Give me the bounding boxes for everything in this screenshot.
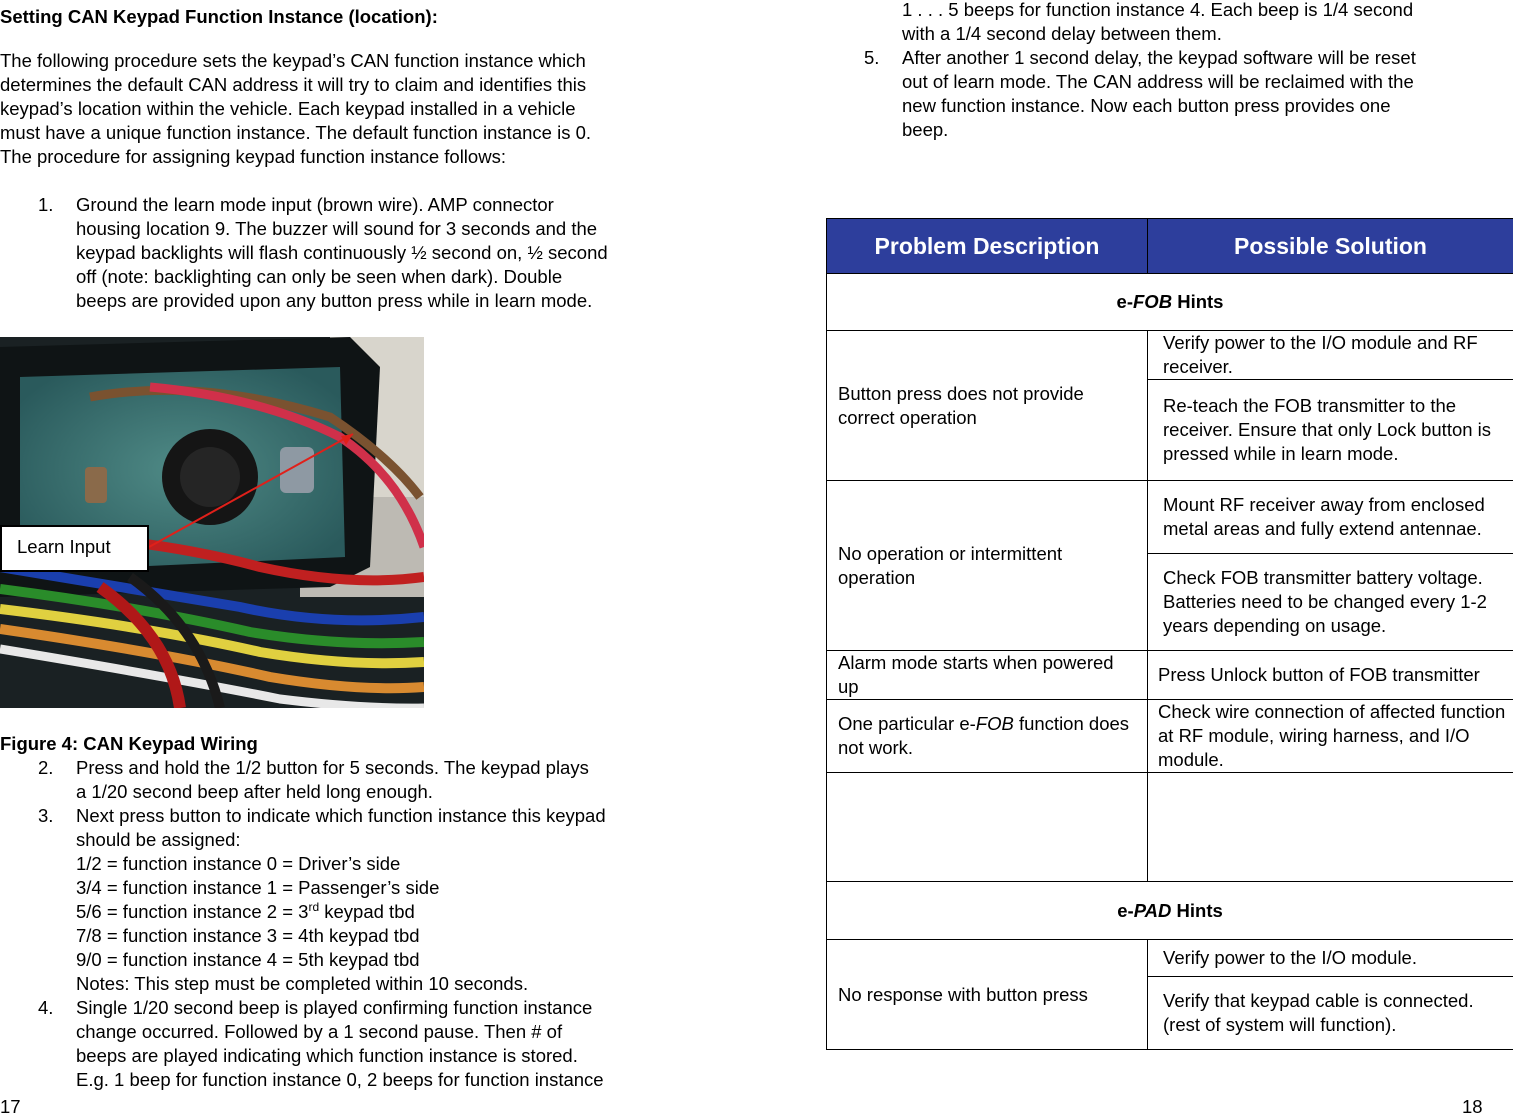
section-title-italic: FOB: [1133, 291, 1173, 312]
step-line: Notes: This step must be completed within 10 seconds.: [76, 973, 529, 994]
table-row: [827, 940, 1513, 977]
step-text: [76, 193, 608, 313]
step-number: 5.: [864, 47, 880, 68]
problem-text: function does not work.: [838, 713, 1130, 758]
step-line: off (note: backlighting can only be seen when dark). Double: [76, 266, 563, 287]
problem-cell: Button press does not provide correct operation: [827, 331, 1148, 481]
step-line: a 1/20 second beep after held long enough.: [76, 781, 433, 802]
step-line: beeps are played indicating which function instance is stored.: [76, 1045, 578, 1066]
page-number-left: 17: [0, 1096, 21, 1117]
efob-section-title: [827, 274, 1513, 331]
section-heading: Setting CAN Keypad Function Instance (location):: [0, 6, 438, 27]
table-row: [827, 700, 1513, 773]
step-line: 3/4 = function instance 1 = Passenger’s side: [76, 877, 440, 898]
problem-cell: Alarm mode starts when powered up: [827, 651, 1148, 700]
problem-cell: [827, 700, 1148, 773]
step-line: E.g. 1 beep for function instance 0, 2 beeps for function instance: [76, 1069, 604, 1090]
solution-cell: Press Unlock button of FOB transmitter: [1148, 651, 1513, 700]
intro-line: The following procedure sets the keypad’s CAN function instance which: [0, 50, 586, 71]
keypad-wiring-photo: [0, 337, 424, 708]
solution-cell: Verify that keypad cable is connected. (rest of system will function).: [1148, 977, 1513, 1050]
step-line: beep.: [902, 119, 949, 140]
step-number: 1.: [38, 194, 54, 215]
step-number: 4.: [38, 997, 54, 1018]
troubleshooting-table: [826, 218, 1513, 1050]
step-4-continued: [902, 0, 1413, 46]
step-line: 1 . . . 5 beeps for function instance 4. Each beep is 1/4 second: [902, 0, 1414, 20]
figure-caption: Figure 4: CAN Keypad Wiring: [0, 733, 258, 754]
intro-line: The procedure for assigning keypad function instance follows:: [0, 146, 506, 167]
step-line: with a 1/4 second delay between them.: [902, 23, 1222, 44]
step-line: 7/8 = function instance 3 = 4th keypad tbd: [76, 925, 420, 946]
empty-row: [827, 773, 1513, 882]
photo-illustration: [0, 337, 424, 708]
step-line: Press and hold the 1/2 button for 5 seconds. The keypad plays: [76, 757, 589, 778]
step-line: Ground the learn mode input (brown wire). AMP connector: [76, 194, 554, 215]
epad-section-title: [827, 882, 1513, 940]
empty-cell: [1148, 773, 1513, 882]
step-text: [76, 804, 606, 996]
solution-cell: Re-teach the FOB transmitter to the receiver. Ensure that only Lock button is pressed while in learn mode.: [1148, 380, 1513, 481]
intro-line: keypad’s location within the vehicle. Each keypad installed in a vehicle: [0, 98, 576, 119]
callout-label: Learn Input: [17, 536, 111, 557]
table-row: [827, 651, 1513, 700]
solution-cell: Verify power to the I/O module.: [1148, 940, 1513, 977]
problem-cell: No operation or intermittent operation: [827, 481, 1148, 651]
step-line: 9/0 = function instance 4 = 5th keypad tbd: [76, 949, 420, 970]
step-line-text: keypad tbd: [319, 901, 415, 922]
step-line: out of learn mode. The CAN address will be reclaimed with the: [902, 71, 1414, 92]
problem-cell: No response with button press: [827, 940, 1148, 1050]
step-line: After another 1 second delay, the keypad software will be reset: [902, 47, 1416, 68]
intro-line: must have a unique function instance. The default function instance is 0.: [0, 122, 592, 143]
page-number-right: 18: [1462, 1096, 1483, 1117]
header-problem: Problem Description: [827, 219, 1148, 274]
step-text: [902, 46, 1416, 142]
step-line: Single 1/20 second beep is played confirming function instance: [76, 997, 593, 1018]
step-line: change occurred. Followed by a 1 second pause. Then # of: [76, 1021, 563, 1042]
step-text: [76, 756, 589, 804]
solution-cell: Check FOB transmitter battery voltage. Batteries need to be changed every 1-2 years depending on usage.: [1148, 554, 1513, 651]
learn-input-callout: [0, 525, 149, 572]
table-header-row: [827, 219, 1513, 274]
section-title-text: Hints: [1172, 291, 1224, 312]
header-solution: Possible Solution: [1148, 219, 1513, 274]
step-line: new function instance. Now each button press provides one: [902, 95, 1391, 116]
step-line: housing location 9. The buzzer will sound for 3 seconds and the: [76, 218, 598, 239]
problem-text: One particular e-: [838, 713, 976, 734]
step-line: 1/2 = function instance 0 = Driver’s side: [76, 853, 401, 874]
section-title-text: Hints: [1171, 899, 1223, 921]
solution-cell: Verify power to the I/O module and RF receiver.: [1148, 331, 1513, 380]
superscript: rd: [308, 899, 320, 914]
step-line: beeps are provided upon any button press while in learn mode.: [76, 290, 593, 311]
step-line-text: 5/6 = function instance 2 = 3: [76, 901, 309, 922]
intro-line: determines the default CAN address it will try to claim and identifies this: [0, 74, 587, 95]
epad-section-row: [827, 882, 1513, 940]
table-row: [827, 481, 1513, 554]
step-line: [76, 900, 606, 924]
step-line: should be assigned:: [76, 829, 241, 850]
step-number: 2.: [38, 757, 54, 778]
step-line: keypad backlights will flash continuously ½ second on, ½ second: [76, 242, 608, 263]
section-title-text: e-: [1116, 291, 1133, 312]
table-row: [827, 331, 1513, 380]
intro-paragraph: [0, 49, 591, 169]
step-line: Next press button to indicate which function instance this keypad: [76, 805, 606, 826]
solution-cell: Check wire connection of affected function at RF module, wiring harness, and I/O module.: [1148, 700, 1513, 773]
step-text: [76, 996, 604, 1092]
efob-section-row: [827, 274, 1513, 331]
problem-text-italic: FOB: [975, 713, 1014, 734]
step-number: 3.: [38, 805, 54, 826]
solution-cell: Mount RF receiver away from enclosed metal areas and fully extend antennae.: [1148, 481, 1513, 554]
empty-cell: [827, 773, 1148, 882]
section-title-italic: PAD: [1133, 899, 1172, 921]
section-title-text: e-: [1117, 899, 1134, 921]
